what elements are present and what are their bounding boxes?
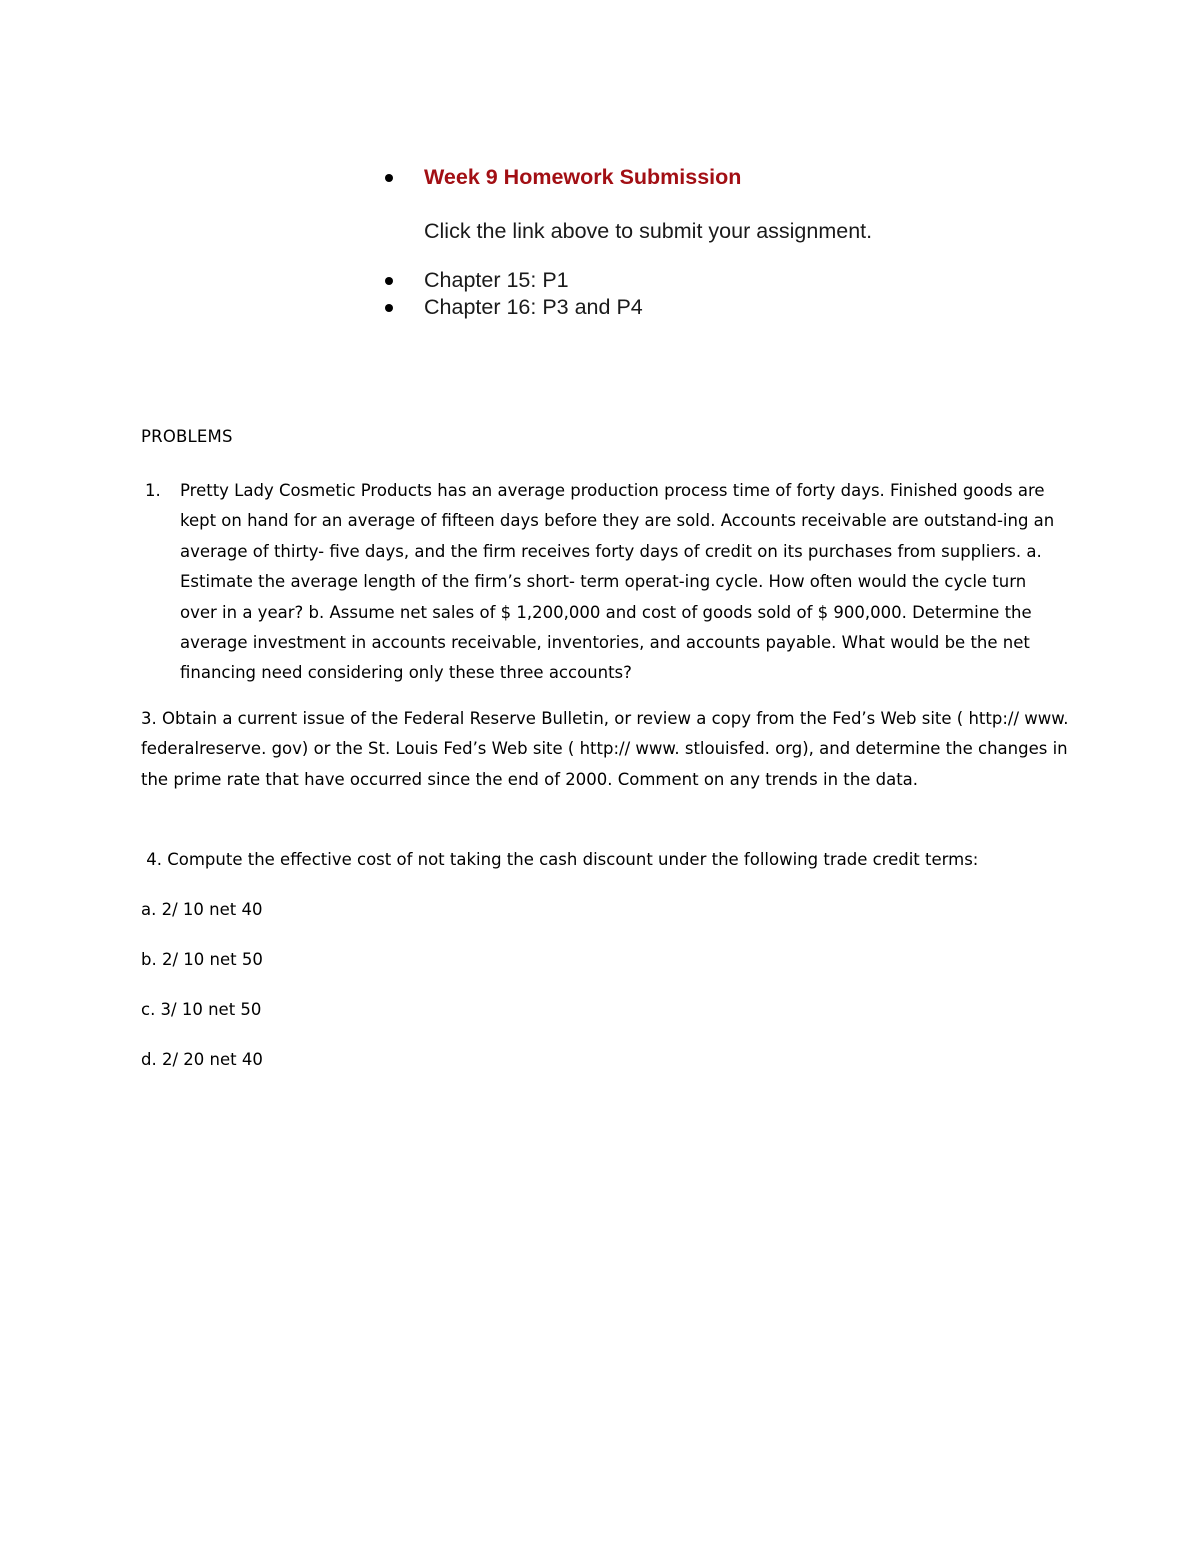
- assignment-list: [385, 164, 1105, 321]
- option-a: a. 2/ 10 net 40: [141, 900, 263, 919]
- submission-instruction: Click the link above to submit your assignment.: [424, 219, 873, 243]
- problem-1: [145, 476, 1065, 689]
- bullet-icon: [385, 277, 393, 285]
- bullet-icon: [385, 174, 393, 182]
- chapter-list-item: [385, 267, 1105, 294]
- bullet-icon: [385, 304, 393, 312]
- problem-3: 3. Obtain a current issue of the Federal Reserve Bulletin, or review a copy from the Fed’s Web site ( http:// www. federalreserve. gov) or the St. Louis Fed’s Web site ( http:// www. stlouisfed. org), and determine the changes in the prime rate that have occurred since the end of 2000. Comment on any trends in the data.: [141, 709, 1069, 789]
- problem-text: Pretty Lady Cosmetic Products has an average production process time of forty days. Finished goods are kept on hand for an average of fifteen days before they are sold. Accounts receivable are outstand-ing an average of thirty- five days, and the firm receives forty days of credit on its purchases from suppliers. a. Estimate the average length of the firm’s short- term operat-ing cycle. How often would the cycle turn over in a year? b. Assume net sales of $ 1,200,000 and cost of goods sold of $ 900,000. Determine the average investment in accounts receivable, inventories, and accounts payable. What would be the net financing need considering only these three accounts?: [180, 481, 1055, 683]
- problem-number: 1.: [145, 481, 161, 500]
- chapter-label: Chapter 15: P1: [424, 268, 569, 292]
- option-b: b. 2/ 10 net 50: [141, 950, 263, 969]
- option-d: d. 2/ 20 net 40: [141, 1050, 263, 1069]
- chapter-label: Chapter 16: P3 and P4: [424, 295, 643, 319]
- problem-4: 4. Compute the effective cost of not taking the cash discount under the following trade credit terms:: [141, 850, 979, 869]
- week9-submission-link[interactable]: Week 9 Homework Submission: [424, 165, 742, 189]
- chapter-list-item: [385, 294, 1105, 321]
- problems-heading: PROBLEMS: [141, 427, 233, 446]
- submission-list-item: [385, 164, 1105, 191]
- option-c: c. 3/ 10 net 50: [141, 1000, 262, 1019]
